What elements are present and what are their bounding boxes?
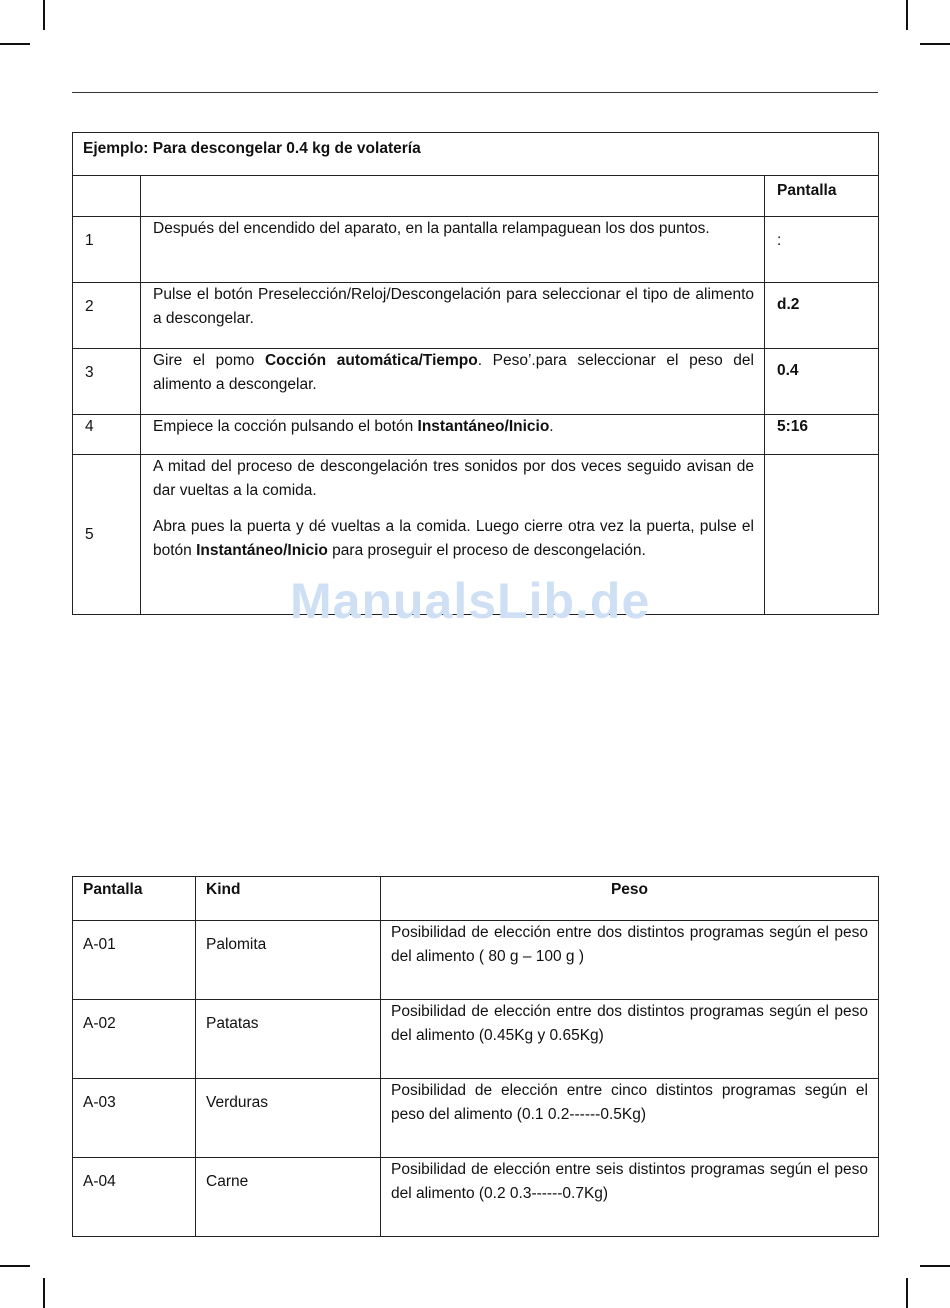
program-code: A-02	[73, 1000, 196, 1079]
crop-mark	[0, 1265, 30, 1267]
crop-mark	[0, 43, 30, 45]
step-row	[73, 217, 879, 283]
column-header-pantalla: Pantalla	[73, 877, 196, 921]
crop-mark	[920, 43, 950, 45]
program-code: A-03	[73, 1079, 196, 1158]
weight-description: Posibilidad de elección entre seis distintos programas según el peso del alimento (0.2 0.3------0.7Kg)	[381, 1158, 879, 1237]
food-kind: Carne	[196, 1158, 381, 1237]
defrost-example-table	[72, 132, 879, 615]
header-rule	[72, 92, 878, 93]
food-kind: Verduras	[196, 1079, 381, 1158]
step-number: 4	[73, 415, 141, 455]
step-display: 0.4	[765, 349, 879, 415]
weight-description: Posibilidad de elección entre dos distintos programas según el peso del alimento (0.45Kg y 0.65Kg)	[381, 1000, 879, 1079]
step-display: 5:16	[765, 415, 879, 455]
step-row	[73, 283, 879, 349]
step-row	[73, 349, 879, 415]
weight-description: Posibilidad de elección entre dos distintos programas según el peso del alimento ( 80 g – 100 g )	[381, 921, 879, 1000]
crop-mark	[920, 1265, 950, 1267]
table-row	[73, 1158, 879, 1237]
crop-mark	[906, 1278, 908, 1308]
step-display	[765, 455, 879, 615]
weight-description: Posibilidad de elección entre cinco distintos programas según el peso del alimento (0.1 0.2------0.5Kg)	[381, 1079, 879, 1158]
step-description: Pulse el botón Preselección/Reloj/Descongelación para seleccionar el tipo de alimento a descongelar.	[141, 283, 765, 349]
watermark-text: ManualsLib.de	[290, 573, 651, 629]
step-number: 5	[73, 455, 141, 615]
step-display: d.2	[765, 283, 879, 349]
step-number: 2	[73, 283, 141, 349]
crop-mark	[906, 0, 908, 30]
program-code: A-04	[73, 1158, 196, 1237]
step-number: 1	[73, 217, 141, 283]
table-row	[73, 921, 879, 1000]
step-row	[73, 415, 879, 455]
header-cell-empty	[141, 176, 765, 217]
auto-cook-programs-table	[72, 876, 879, 1237]
step-display: :	[765, 217, 879, 283]
step-number: 3	[73, 349, 141, 415]
step-description: Gire el pomo Cocción automática/Tiempo. Peso’.para seleccionar el peso del alimento a descongelar.	[141, 349, 765, 415]
program-code: A-01	[73, 921, 196, 1000]
example-title: Ejemplo: Para descongelar 0.4 kg de volatería	[73, 133, 879, 176]
step-description: Empiece la cocción pulsando el botón Instantáneo/Inicio.	[141, 415, 765, 455]
step-description: A mitad del proceso de descongelación tres sonidos por dos veces seguido avisan de dar vueltas a la comida. Abra pues la puerta y dé vueltas a la comida. Luego cierre otra vez la puerta, pulse el botón Instantáneo/Inicio para proseguir el proceso de descongelación.	[141, 455, 765, 615]
crop-mark	[43, 1278, 45, 1308]
food-kind: Palomita	[196, 921, 381, 1000]
column-header-peso: Peso	[381, 877, 879, 921]
column-header-kind: Kind	[196, 877, 381, 921]
display-column-header: Pantalla	[765, 176, 879, 217]
table-row	[73, 1000, 879, 1079]
step-description: Después del encendido del aparato, en la pantalla relampaguean los dos puntos.	[141, 217, 765, 283]
crop-mark	[43, 0, 45, 30]
table-row	[73, 1079, 879, 1158]
table-header-row	[73, 877, 879, 921]
food-kind: Patatas	[196, 1000, 381, 1079]
header-cell-empty	[73, 176, 141, 217]
